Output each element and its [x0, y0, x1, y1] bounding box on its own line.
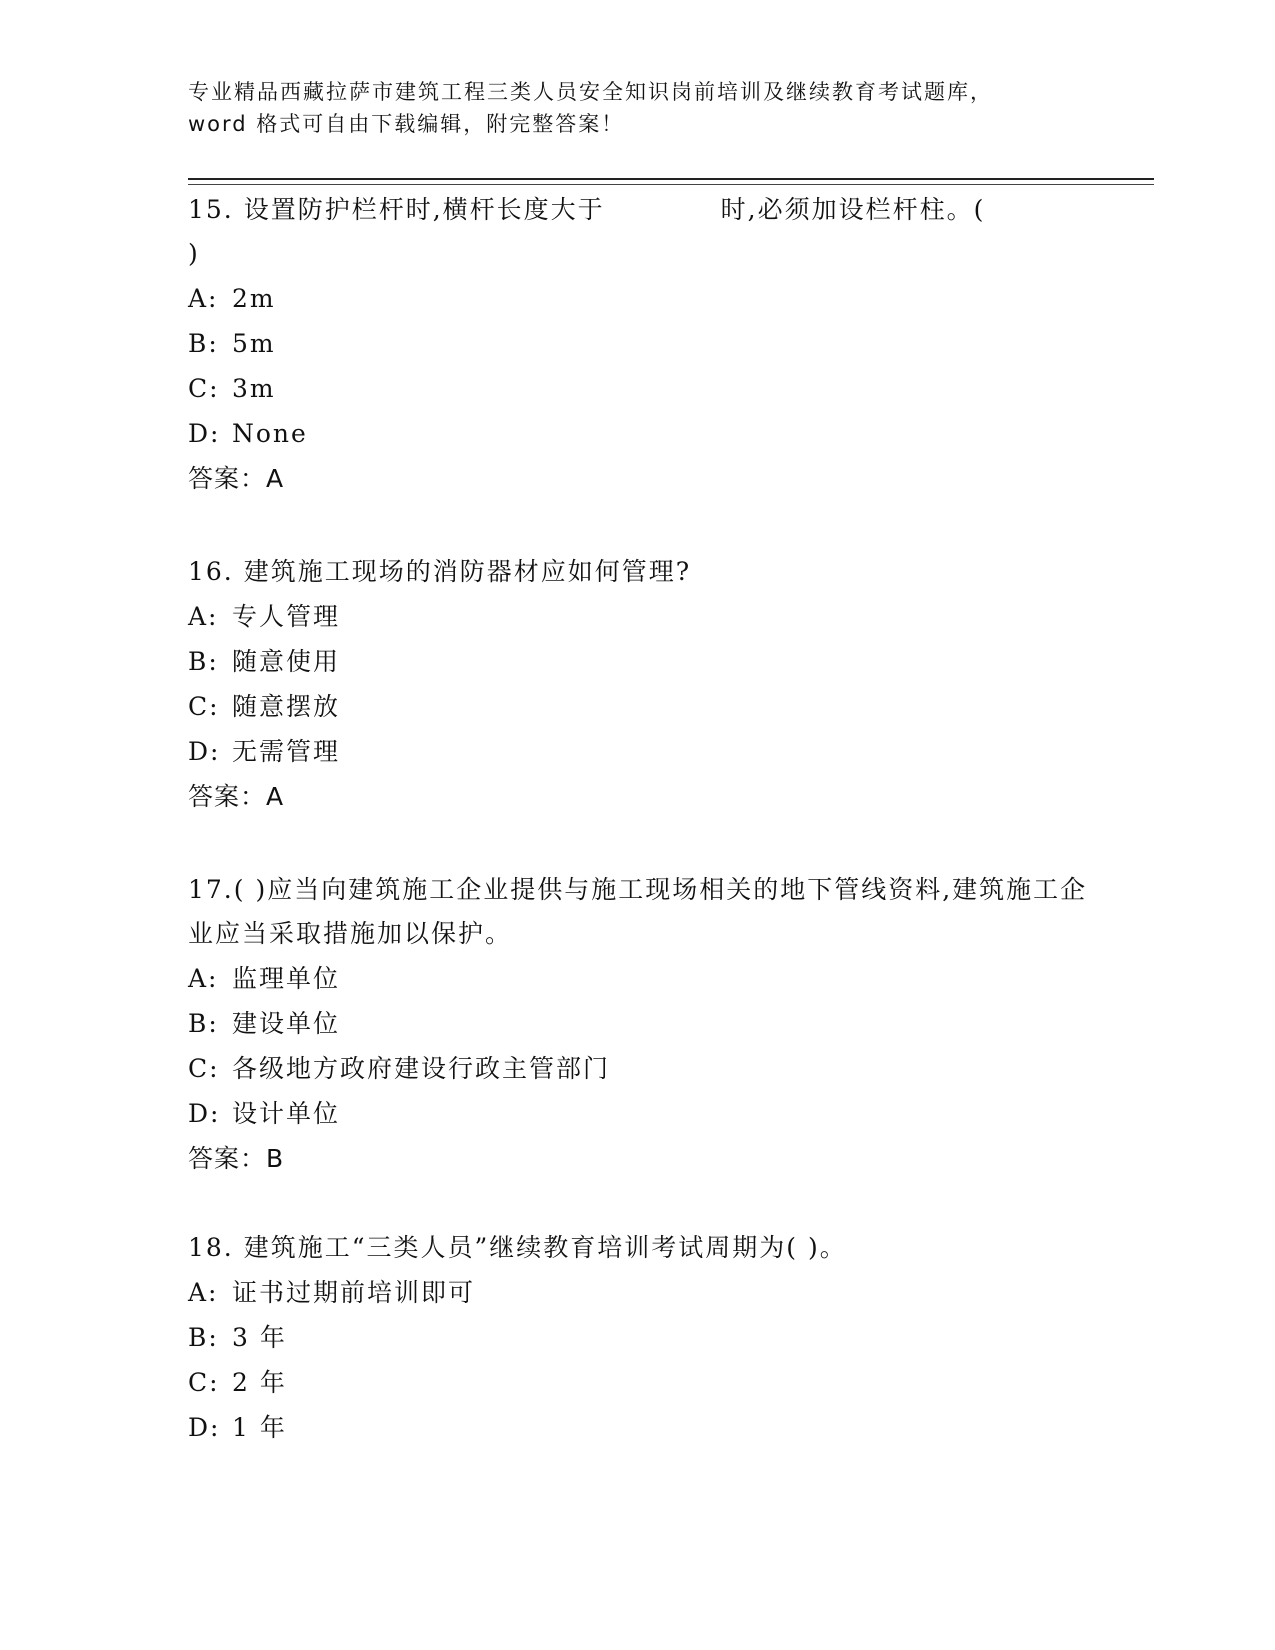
option-letter: D: — [188, 1413, 221, 1442]
question-stem: 17.( )应当向建筑施工企业提供与施工现场相关的地下管线资料,建筑施工企业应当采取措施加以保护。 — [188, 875, 1088, 948]
option-c — [188, 366, 1088, 411]
option-d — [188, 1405, 1088, 1450]
answer-line: 答案：A — [188, 782, 285, 811]
option-c — [188, 1046, 1088, 1091]
question-15 — [188, 188, 1088, 502]
answer-line: 答案：B — [188, 1144, 285, 1173]
option-letter: D: — [188, 737, 221, 766]
option-c — [188, 684, 1088, 729]
answer-line: 答案：A — [188, 464, 285, 493]
option-list — [188, 1270, 1088, 1450]
option-text: 2m — [232, 284, 276, 313]
option-b — [188, 321, 1088, 366]
option-text: 5m — [232, 329, 276, 358]
option-letter: C: — [188, 1054, 220, 1083]
option-letter: A: — [188, 602, 219, 631]
header-divider-thin — [188, 184, 1154, 185]
option-letter: B: — [188, 329, 219, 358]
option-letter: C: — [188, 692, 220, 721]
option-b — [188, 639, 1088, 684]
question-17 — [188, 868, 1088, 1182]
option-text: 1 年 — [232, 1413, 287, 1442]
question-stem — [188, 188, 1088, 276]
header-line-1: 专业精品西藏拉萨市建筑工程三类人员安全知识岗前培训及继续教育考试题库， — [188, 80, 993, 104]
question-stem-part-1: 15. 设置防护栏杆时,横杆长度大于 — [188, 195, 605, 224]
question-stem: 16. 建筑施工现场的消防器材应如何管理? — [188, 557, 692, 586]
option-d — [188, 1091, 1088, 1136]
option-text: 3 年 — [232, 1323, 287, 1352]
option-letter: B: — [188, 1323, 219, 1352]
option-a — [188, 276, 1088, 321]
option-letter: A: — [188, 1278, 219, 1307]
header-line-2: word 格式可自由下载编辑，附完整答案！ — [188, 112, 625, 136]
option-a — [188, 594, 1088, 639]
option-text: 建设单位 — [232, 1009, 341, 1038]
option-letter: A: — [188, 284, 219, 313]
option-d — [188, 411, 1088, 456]
option-text: 专人管理 — [232, 602, 341, 631]
option-b — [188, 1315, 1088, 1360]
question-stem-part-3: ) — [188, 239, 200, 268]
question-16 — [188, 550, 1088, 820]
option-text: None — [232, 419, 308, 448]
option-d — [188, 729, 1088, 774]
option-text: 监理单位 — [232, 964, 341, 993]
header-divider-thick — [188, 178, 1154, 180]
option-text: 证书过期前培训即可 — [232, 1278, 476, 1307]
option-text: 各级地方政府建设行政主管部门 — [232, 1054, 611, 1083]
option-a — [188, 1270, 1088, 1315]
question-stem-part-2: 时,必须加设栏杆柱。( — [720, 195, 986, 224]
question-stem: 18. 建筑施工“三类人员”继续教育培训考试周期为( )。 — [188, 1233, 847, 1262]
option-text: 随意使用 — [232, 647, 341, 676]
option-text: 设计单位 — [232, 1099, 341, 1128]
option-letter: A: — [188, 964, 219, 993]
option-text: 3m — [232, 374, 276, 403]
option-letter: C: — [188, 1368, 220, 1397]
option-letter: D: — [188, 419, 221, 448]
option-list — [188, 276, 1088, 456]
option-c — [188, 1360, 1088, 1405]
option-list — [188, 956, 1088, 1136]
option-text: 随意摆放 — [232, 692, 341, 721]
option-text: 2 年 — [232, 1368, 287, 1397]
option-letter: C: — [188, 374, 220, 403]
option-letter: B: — [188, 647, 219, 676]
option-b — [188, 1001, 1088, 1046]
option-letter: B: — [188, 1009, 219, 1038]
option-text: 无需管理 — [232, 737, 341, 766]
option-list — [188, 594, 1088, 774]
option-a — [188, 956, 1088, 1001]
question-18 — [188, 1226, 1088, 1450]
document-header — [188, 76, 1068, 140]
option-letter: D: — [188, 1099, 221, 1128]
